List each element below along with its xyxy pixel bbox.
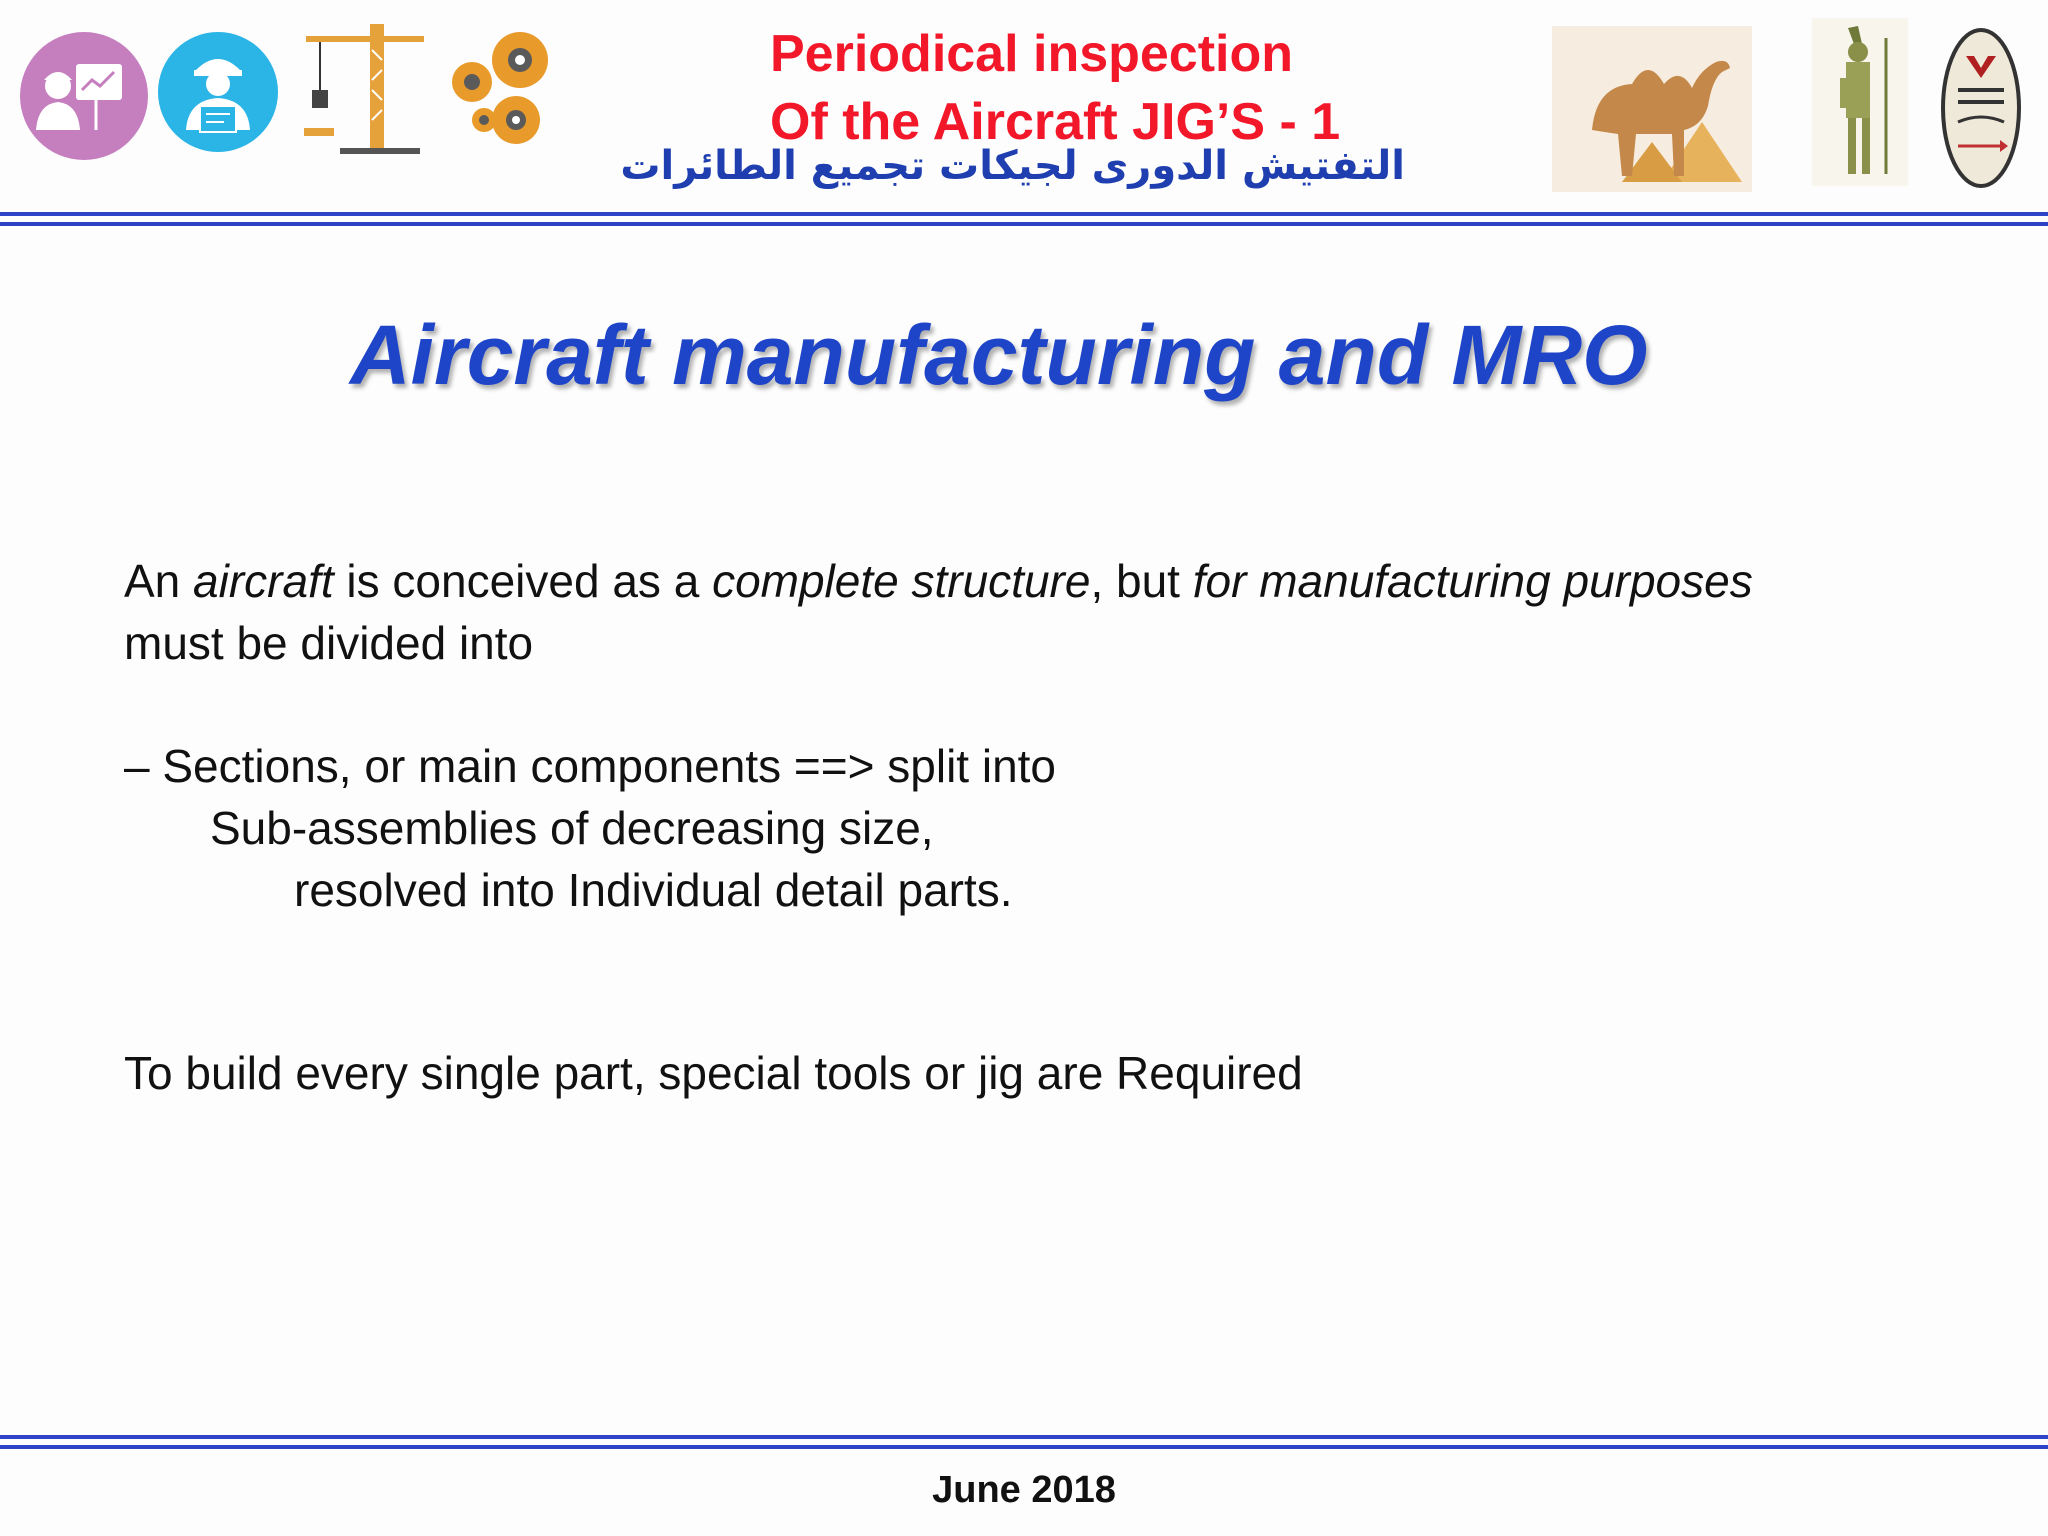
title-block bbox=[770, 20, 1470, 156]
engineer-presentation-icon bbox=[18, 30, 150, 162]
arabic-title: التفتيش الدورى لجيكات تجميع الطائرات bbox=[620, 143, 1405, 189]
footer-divider-top bbox=[0, 1435, 2048, 1439]
list-line-3: resolved into Individual detail parts. bbox=[294, 864, 1013, 916]
paragraph-1-line-2: must be divided into bbox=[124, 617, 534, 669]
p1-emphasis-aircraft: aircraft bbox=[193, 555, 334, 607]
header-divider-bottom bbox=[0, 222, 2048, 226]
paragraph-1-line-1 bbox=[124, 550, 1753, 612]
crane-icon bbox=[300, 20, 430, 160]
footer-date: June 2018 bbox=[932, 1469, 1116, 1511]
list-line-2: Sub-assemblies of decreasing size, bbox=[210, 802, 934, 854]
slide-header bbox=[0, 0, 2048, 215]
p1-emphasis-structure: complete structure bbox=[712, 555, 1091, 607]
anubis-icon bbox=[1812, 18, 1908, 186]
camel-pyramids-icon bbox=[1552, 26, 1752, 192]
emblem-icon bbox=[1938, 26, 2024, 190]
title-line-2: Of the Aircraft JIG’S - 1 bbox=[770, 93, 1341, 151]
closing-statement: To build every single part, special tools or jig are Required bbox=[124, 1047, 1303, 1099]
header-divider-top bbox=[0, 212, 2048, 216]
title-line-1: Periodical inspection bbox=[770, 25, 1294, 83]
p1-text-3: , but bbox=[1090, 555, 1193, 607]
list-line-1: – Sections, or main components ==> split into bbox=[124, 740, 1057, 792]
footer-divider-bottom bbox=[0, 1445, 2048, 1449]
engineer-blueprint-icon bbox=[156, 30, 280, 154]
slide-headline: Aircraft manufacturing and MRO bbox=[350, 308, 1648, 402]
p1-text-1: An bbox=[124, 555, 194, 607]
p1-emphasis-purposes: for manufacturing purposes bbox=[1192, 555, 1753, 607]
gears-icon bbox=[440, 24, 570, 154]
p1-text-2: is conceived as a bbox=[333, 555, 713, 607]
